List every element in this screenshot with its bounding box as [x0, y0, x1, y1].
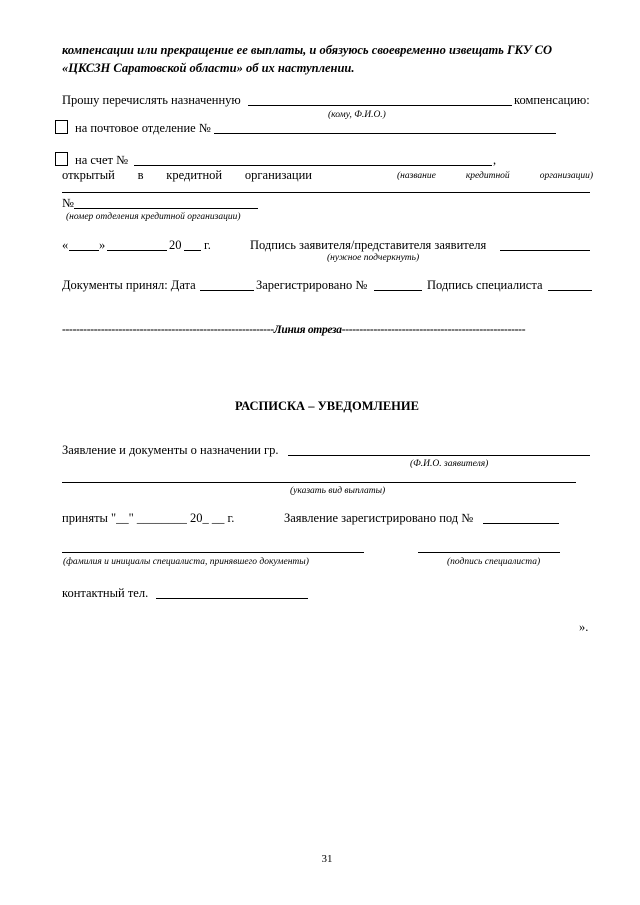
post-office-checkbox[interactable] — [55, 120, 68, 134]
docs-registered-label: Зарегистрировано № — [256, 278, 368, 292]
account-checkbox[interactable] — [55, 152, 68, 166]
bank-word-1: открытый — [62, 168, 115, 182]
year-suffix: г. — [204, 238, 211, 252]
receipt-specialist-name-caption: (фамилия и инициалы специалиста, принявшего документы) — [63, 557, 309, 567]
receipt-payment-caption: (указать вид выплаты) — [290, 486, 386, 496]
account-number-field[interactable] — [134, 165, 492, 166]
post-office-label: на почтовое отделение № — [75, 121, 211, 135]
receipt-phone-label: контактный тел. — [62, 586, 149, 600]
request-prefix: Прошу перечислять назначенную — [62, 93, 241, 107]
account-label: на счет № — [75, 153, 129, 167]
docs-specialist-label: Подпись специалиста — [427, 278, 543, 292]
cut-line-dashes-right: ---------------------------------------------------- — [341, 324, 526, 336]
docs-specialist-signature-field[interactable] — [548, 290, 592, 291]
bank-word-2: в — [137, 168, 144, 182]
signature-label: Подпись заявителя/представителя заявителя — [250, 238, 487, 252]
receipt-phone-field[interactable] — [156, 598, 308, 599]
date-open-quote: « — [62, 238, 69, 252]
date-day-field[interactable] — [69, 250, 99, 251]
docs-accepted-label: Документы принял: Дата — [62, 278, 196, 292]
receipt-specialist-signature-field[interactable] — [418, 552, 560, 553]
receipt-registered-number-field[interactable] — [483, 523, 559, 524]
year-prefix: 20 — [169, 238, 182, 252]
intro-line-2: «ЦКСЗН Саратовской области» об их наступлении. — [62, 61, 355, 75]
page-number: 31 — [321, 853, 333, 865]
receipt-registered-label: Заявление зарегистрировано под № — [284, 511, 474, 525]
branch-caption: (номер отделения кредитной организации) — [66, 212, 241, 222]
bank-word-3: кредитной — [166, 168, 223, 182]
intro-line-1 — [62, 43, 595, 58]
receipt-accepted-label: приняты "__" ________ 20_ __ г. — [62, 511, 235, 525]
account-comma: , — [493, 153, 497, 167]
receipt-statement-label: Заявление и документы о назначении гр. — [62, 443, 279, 457]
receipt-fio-field[interactable] — [288, 455, 590, 456]
date-close-quote: » — [99, 238, 106, 252]
bank-name-field[interactable] — [62, 192, 590, 193]
bank-caption-3: организации) — [539, 171, 593, 181]
closing-quote: ». — [579, 620, 589, 634]
receipt-title: РАСПИСКА – УВЕДОМЛЕНИЕ — [235, 399, 419, 413]
signature-caption: (нужное подчеркнуть) — [327, 253, 420, 263]
recipient-caption: (кому, Ф.И.О.) — [328, 110, 386, 120]
bank-caption-1: (название — [397, 171, 436, 181]
receipt-specialist-name-field[interactable] — [62, 552, 364, 553]
bank-caption — [397, 171, 593, 182]
intro-line-1-text: компенсации или прекращение ее выплаты, и обязуюсь своевременно извещать ГКУ СО — [62, 43, 553, 57]
applicant-signature-field[interactable] — [500, 250, 590, 251]
date-month-field[interactable] — [107, 250, 167, 251]
post-office-number-field[interactable] — [214, 133, 556, 134]
receipt-payment-type-field[interactable] — [62, 482, 576, 483]
receipt-fio-caption: (Ф.И.О. заявителя) — [410, 459, 489, 469]
date-year-field[interactable] — [184, 250, 201, 251]
request-suffix: компенсацию: — [514, 93, 590, 107]
bank-word-4: организации — [244, 168, 312, 182]
branch-number-field[interactable] — [74, 208, 258, 209]
cut-line-label: Линия отреза — [273, 324, 342, 336]
recipient-name-field[interactable] — [248, 105, 512, 106]
docs-registered-number-field[interactable] — [374, 290, 422, 291]
cut-line-dashes-left: ------------------------------------------------------------ — [62, 324, 274, 336]
bank-caption-2: кредитной — [465, 171, 510, 181]
branch-no-sign: № — [62, 196, 74, 210]
cut-line — [62, 323, 525, 337]
docs-date-field[interactable] — [200, 290, 254, 291]
bank-row-words — [62, 168, 312, 183]
receipt-specialist-sign-caption: (подпись специалиста) — [447, 557, 541, 567]
